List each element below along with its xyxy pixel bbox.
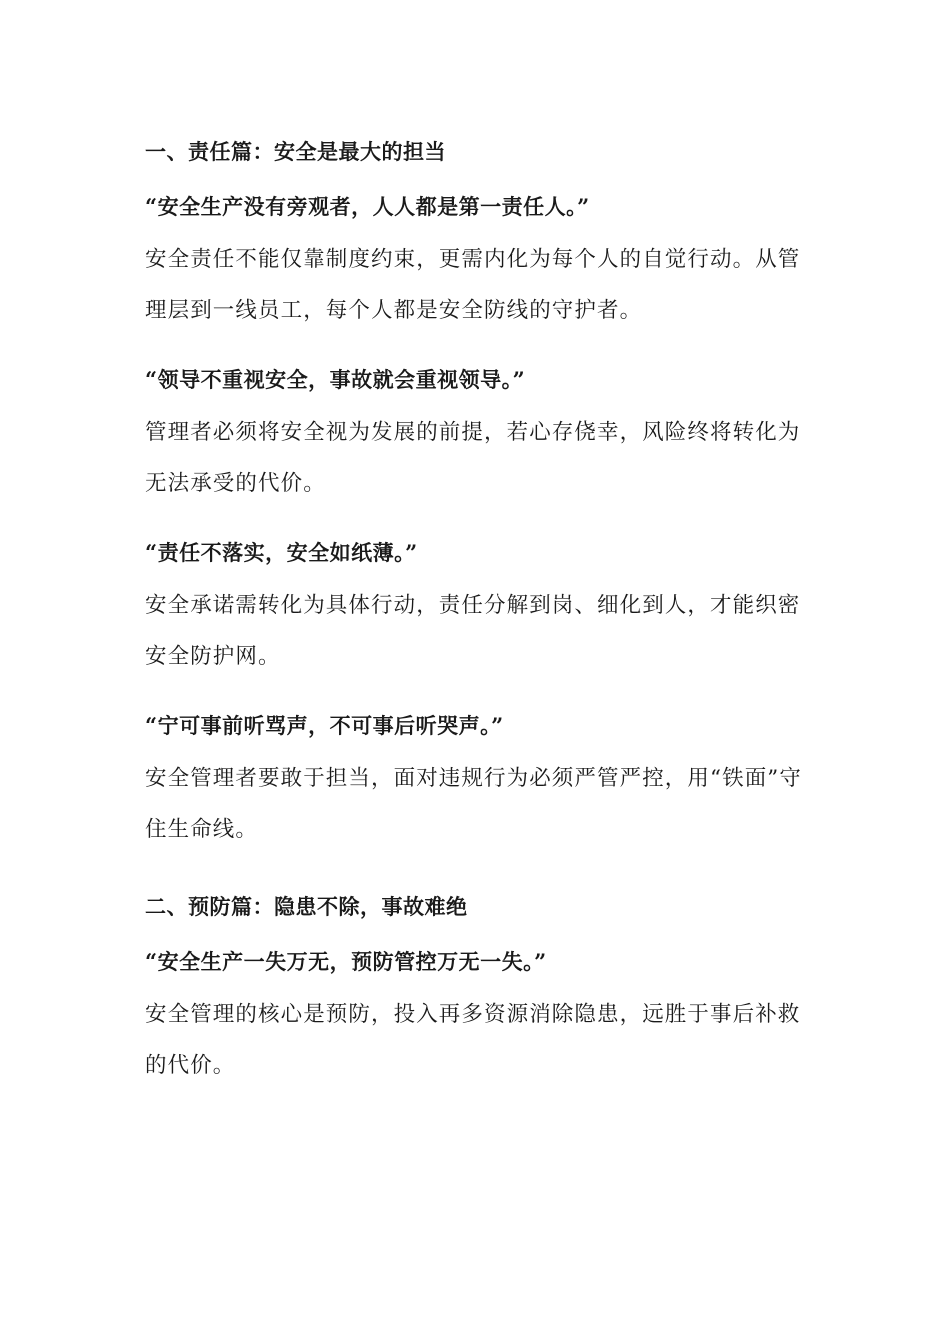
quote-item bbox=[145, 947, 805, 1091]
quote-text: “责任不落实，安全如纸薄。” bbox=[145, 540, 418, 565]
section-heading: 二、预防篇：隐患不除，事故难绝 bbox=[145, 894, 468, 919]
section-prevention bbox=[145, 892, 805, 1091]
quote-text: “宁可事前听骂声，不可事后听哭声。” bbox=[145, 713, 504, 738]
explanation-text: 安全承诺需转化为具体行动，责任分解到岗、细化到人，才能织密安全防护网。 bbox=[145, 593, 801, 669]
quote-text: “领导不重视安全，事故就会重视领导。” bbox=[145, 367, 526, 392]
explanation-text: 安全责任不能仅靠制度约束，更需内化为每个人的自觉行动。从管理层到一线员工，每个人都是安全防线的守护者。 bbox=[145, 247, 801, 323]
section-responsibility bbox=[145, 137, 805, 855]
section-heading: 一、责任篇：安全是最大的担当 bbox=[145, 139, 446, 164]
quote-text: “安全生产没有旁观者，人人都是第一责任人。” bbox=[145, 194, 590, 219]
quote-item bbox=[145, 711, 805, 855]
quote-item bbox=[145, 192, 805, 336]
explanation-text: 安全管理者要敢于担当，面对违规行为必须严管严控，用“铁面”守住生命线。 bbox=[145, 766, 802, 842]
quote-item bbox=[145, 538, 805, 682]
explanation-text: 安全管理的核心是预防，投入再多资源消除隐患，远胜于事后补救的代价。 bbox=[145, 1002, 801, 1078]
quote-item bbox=[145, 365, 805, 509]
explanation-text: 管理者必须将安全视为发展的前提，若心存侥幸，风险终将转化为无法承受的代价。 bbox=[145, 420, 801, 496]
quote-text: “安全生产一失万无，预防管控万无一失。” bbox=[145, 949, 547, 974]
